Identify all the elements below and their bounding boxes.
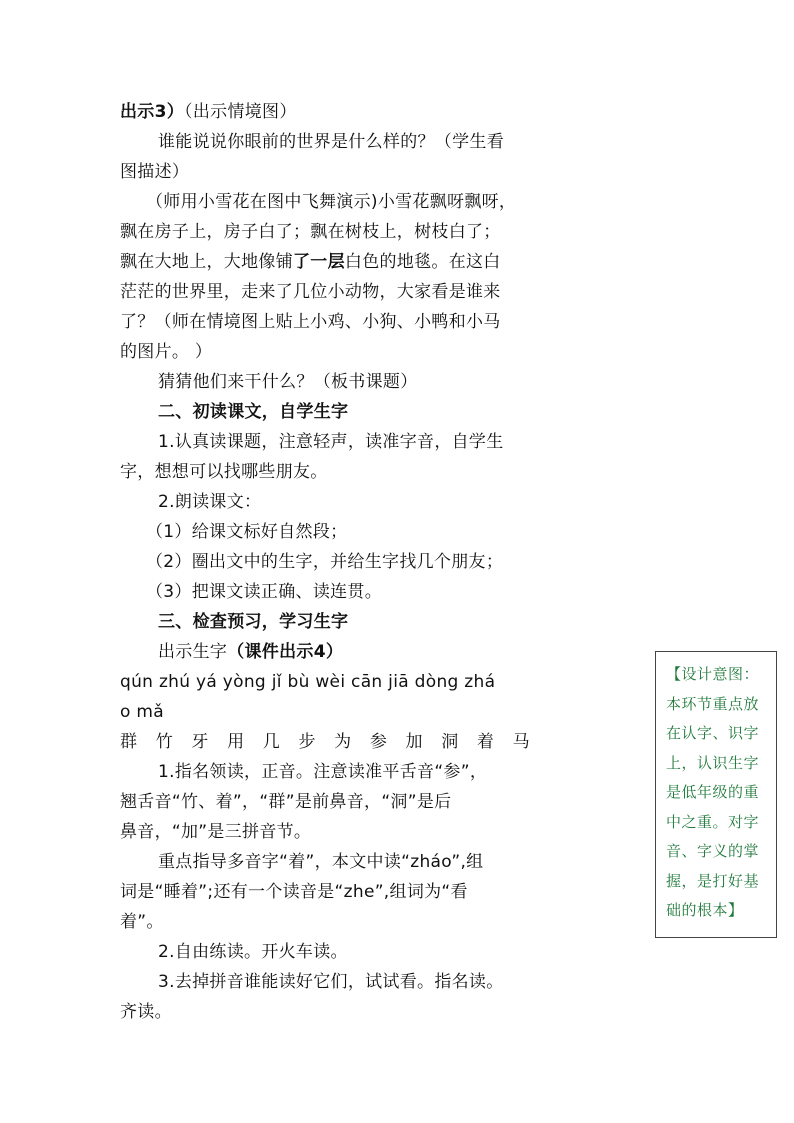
show-characters-line	[120, 637, 540, 667]
character: 用	[227, 732, 245, 752]
show-scene-note: （出示情境图）	[184, 102, 297, 122]
guess-line: 猜猜他们来干什么？（板书课题）	[158, 372, 418, 392]
story-line-2: 飘在房子上，房子白了；飘在树枝上，树枝白了；	[120, 222, 501, 242]
step-1-line-2: 字，想想可以找哪些朋友。	[120, 462, 328, 482]
story-line-5: 了？（师在情境图上贴上小鸡、小狗、小鸭和小马	[120, 312, 501, 332]
character: 群	[120, 732, 138, 752]
polyphone-line-3: 着”。	[120, 912, 164, 932]
read-step-1-line-3: 鼻音，“加”是三拼音节。	[120, 822, 312, 842]
question-line-2: 图描述）	[120, 162, 190, 182]
story-line-3	[120, 247, 540, 277]
character: 参	[369, 732, 388, 752]
section-heading-2: 二、初读课文，自学生字	[158, 402, 349, 422]
read-step-2: 2.自由练读。开火车读。	[158, 942, 348, 962]
step-2-item-2: （2）圈出文中的生字，并给生字找几个朋友；	[146, 552, 504, 572]
story-line-1: （师用小雪花在图中飞舞演示)小雪花飘呀飘呀，	[146, 192, 517, 212]
story-line-3-bold: 了一层	[293, 252, 345, 272]
step-1-line-1: 1.认真读课题，注意轻声，读准字音，自学生	[158, 432, 504, 452]
design-intent-note	[655, 651, 777, 938]
note-line: 中之重。对字	[666, 812, 760, 831]
read-step-3-line-2: 齐读。	[120, 1002, 172, 1022]
story-line-6: 的图片。 ）	[120, 342, 213, 362]
section-heading-3: 三、检查预习，学习生字	[158, 612, 349, 632]
character: 几	[262, 732, 281, 752]
step-2: 2.朗读课文：	[158, 492, 262, 512]
step-2-item-1: （1）给课文标好自然段；	[146, 522, 348, 542]
step-2-item-3: （3）把课文读正确、读连贯。	[146, 582, 383, 602]
pinyin-line-2: o mǎ	[120, 702, 164, 722]
character: 马	[512, 732, 530, 752]
note-line: 础的根本】	[666, 901, 744, 919]
character: 牙	[191, 732, 209, 752]
note-line: 【设计意图：	[666, 665, 760, 683]
character: 步	[298, 732, 316, 752]
read-step-1-line-2: 翘舌音“竹、着”，“群”是前鼻音，“洞”是后	[120, 792, 452, 812]
read-step-1-line-1: 1.指名领读，正音。注意读准平舌音“参”，	[158, 762, 488, 782]
note-line: 上，认识生字	[666, 753, 760, 772]
character: 着	[476, 732, 495, 752]
courseware-show-4: （课件出示4）	[227, 642, 344, 662]
story-line-4: 茫茫的世界里，走来了几位小动物，大家看是谁来	[120, 282, 501, 302]
pinyin-line-1: qún zhú yá yòng jǐ bù wèi cān jiā dòng zhá	[120, 672, 496, 692]
lesson-plan-body	[120, 97, 540, 1027]
paragraph-intro	[120, 97, 540, 127]
show-3-label: 出示3）	[120, 102, 185, 122]
note-line: 音、字义的掌	[666, 842, 760, 860]
polyphone-line-2: 词是“睡着”;还有一个读音是“zhe”,组词为“看	[120, 882, 468, 902]
character: 洞	[441, 732, 459, 752]
story-line-3-c: 白色的地毯。在这白	[344, 252, 501, 272]
show-characters-label: 出示生字	[158, 642, 228, 662]
polyphone-line-1: 重点指导多音字“着”，本文中读“zháo”,组	[158, 852, 484, 872]
note-line: 本环节重点放	[666, 694, 760, 713]
character: 竹	[155, 732, 173, 752]
question-line-1: 谁能说说你眼前的世界是什么样的？（学生看	[158, 132, 504, 152]
note-line: 握，是打好基	[666, 871, 760, 890]
note-line: 在认字、识字	[666, 724, 760, 742]
read-step-3-line-1: 3.去掉拼音谁能读好它们，试试看。指名读。	[158, 972, 504, 992]
character: 为	[334, 732, 352, 752]
note-line: 是低年级的重	[666, 783, 760, 801]
story-line-3-a: 飘在大地上，大地像铺	[120, 252, 293, 272]
new-characters-row	[120, 727, 530, 757]
character: 加	[405, 732, 423, 752]
